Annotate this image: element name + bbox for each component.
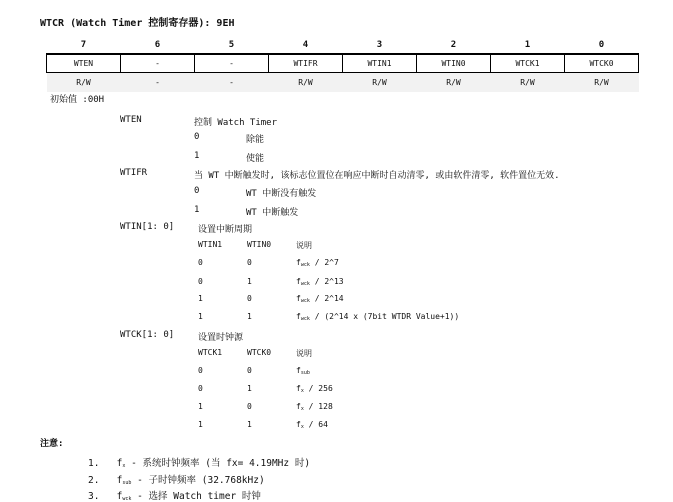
wten-text: 使能	[246, 154, 265, 164]
bit-access: R/W	[343, 73, 417, 93]
bit-access: R/W	[269, 73, 343, 93]
note-item: 2. $f_{sub}$ - 子时钟频率 (32.768kHz)	[88, 475, 265, 486]
note-item: 3. $f_{wck}$ - 选择 Watch timer 时钟	[88, 491, 261, 502]
note-item: 1. $f_x$ - 系统时钟频率 (当 fx= 4.19MHz 时)	[88, 458, 311, 469]
bit-name: WTCK0	[565, 54, 639, 73]
wtck-b: 0	[247, 402, 252, 411]
bit-name: WTIN1	[343, 54, 417, 73]
bit-number: 2	[417, 37, 491, 54]
bit-number-row	[47, 37, 639, 54]
bit-number: 0	[565, 37, 639, 54]
wtifr-text: WT 中断触发	[246, 208, 299, 218]
bit-access: R/W	[565, 73, 639, 93]
wtck-a: 1	[198, 420, 203, 429]
wtin-desc: 设置中断周期	[198, 225, 253, 235]
wtin-label: WTIN[1: 0]	[120, 222, 175, 232]
wtin-a: 1	[198, 312, 203, 321]
bit-name-row	[47, 54, 639, 73]
wtck-label: WTCK[1: 0]	[120, 330, 175, 340]
bit-name: WTCK1	[491, 54, 565, 73]
bit-number: 1	[491, 37, 565, 54]
wtck-desc-cell: $f_{sub}$	[296, 366, 310, 376]
wtck-b: 0	[247, 366, 252, 375]
bit-number: 7	[47, 37, 121, 54]
wten-desc: 控制 Watch Timer	[194, 118, 278, 128]
bit-name: -	[195, 54, 269, 73]
wten-val: 0	[194, 132, 200, 142]
wtck-col2: WTCK0	[247, 348, 272, 357]
wtifr-text: WT 中断没有触发	[246, 189, 317, 199]
wtin-col2: WTIN0	[247, 240, 272, 249]
wtin-col1: WTIN1	[198, 240, 223, 249]
wtin-desc-cell: $f_{wck}$ / 2^14	[296, 294, 344, 304]
wtin-col3: 说明	[296, 241, 312, 250]
wtck-col3: 说明	[296, 349, 312, 358]
notes-title: 注意:	[40, 439, 64, 449]
bit-name: WTIN0	[417, 54, 491, 73]
wtifr-val: 1	[194, 205, 200, 215]
wtck-desc-cell: $f_x / 256$	[296, 384, 333, 394]
wtin-a: 0	[198, 277, 203, 286]
wtin-b: 0	[247, 294, 252, 303]
wtck-desc-cell: $f_x / 64$	[296, 420, 328, 430]
wtifr-val: 0	[194, 186, 200, 196]
bit-access: R/W	[47, 73, 121, 93]
wtifr-label: WTIFR	[120, 168, 148, 178]
wtin-b: 1	[247, 312, 252, 321]
bit-number: 5	[195, 37, 269, 54]
wtin-a: 1	[198, 294, 203, 303]
bit-number: 3	[343, 37, 417, 54]
initial-value: 初始值 :00H	[50, 95, 105, 105]
wtck-b: 1	[247, 420, 252, 429]
wtck-col1: WTCK1	[198, 348, 223, 357]
wtck-desc-cell: $f_x / 128$	[296, 402, 333, 412]
bit-table	[46, 37, 639, 92]
wtin-b: 1	[247, 277, 252, 286]
bit-access-row	[47, 73, 639, 93]
wtck-desc: 设置时钟源	[198, 333, 244, 343]
wtck-b: 1	[247, 384, 252, 393]
bit-access: R/W	[417, 73, 491, 93]
wtck-a: 0	[198, 366, 203, 375]
wtin-desc-cell: $f_{wck}$ / 2^7	[296, 258, 339, 268]
bit-name: -	[121, 54, 195, 73]
wtin-desc-cell: $f_{wck}$ / 2^13	[296, 277, 344, 287]
bit-name: WTIFR	[269, 54, 343, 73]
wten-label: WTEN	[120, 115, 142, 125]
bit-number: 6	[121, 37, 195, 54]
bit-access: -	[121, 73, 195, 93]
wten-text: 除能	[246, 135, 265, 145]
register-title: WTCR (Watch Timer 控制寄存器): 9EH	[40, 18, 235, 29]
bit-number: 4	[269, 37, 343, 54]
bit-name: WTEN	[47, 54, 121, 73]
wtin-desc-cell: $f_{wck}$ / (2^14 x (7bit WTDR Value+1))	[296, 312, 460, 322]
wtck-a: 0	[198, 384, 203, 393]
wten-val: 1	[194, 151, 200, 161]
wtin-a: 0	[198, 258, 203, 267]
wtifr-desc: 当 WT 中断触发时, 该标志位置位在响应中断时自动清零, 或由软件清零, 软件置位无效.	[194, 171, 560, 181]
wtck-a: 1	[198, 402, 203, 411]
wtin-b: 0	[247, 258, 252, 267]
bit-access: R/W	[491, 73, 565, 93]
bit-access: -	[195, 73, 269, 93]
